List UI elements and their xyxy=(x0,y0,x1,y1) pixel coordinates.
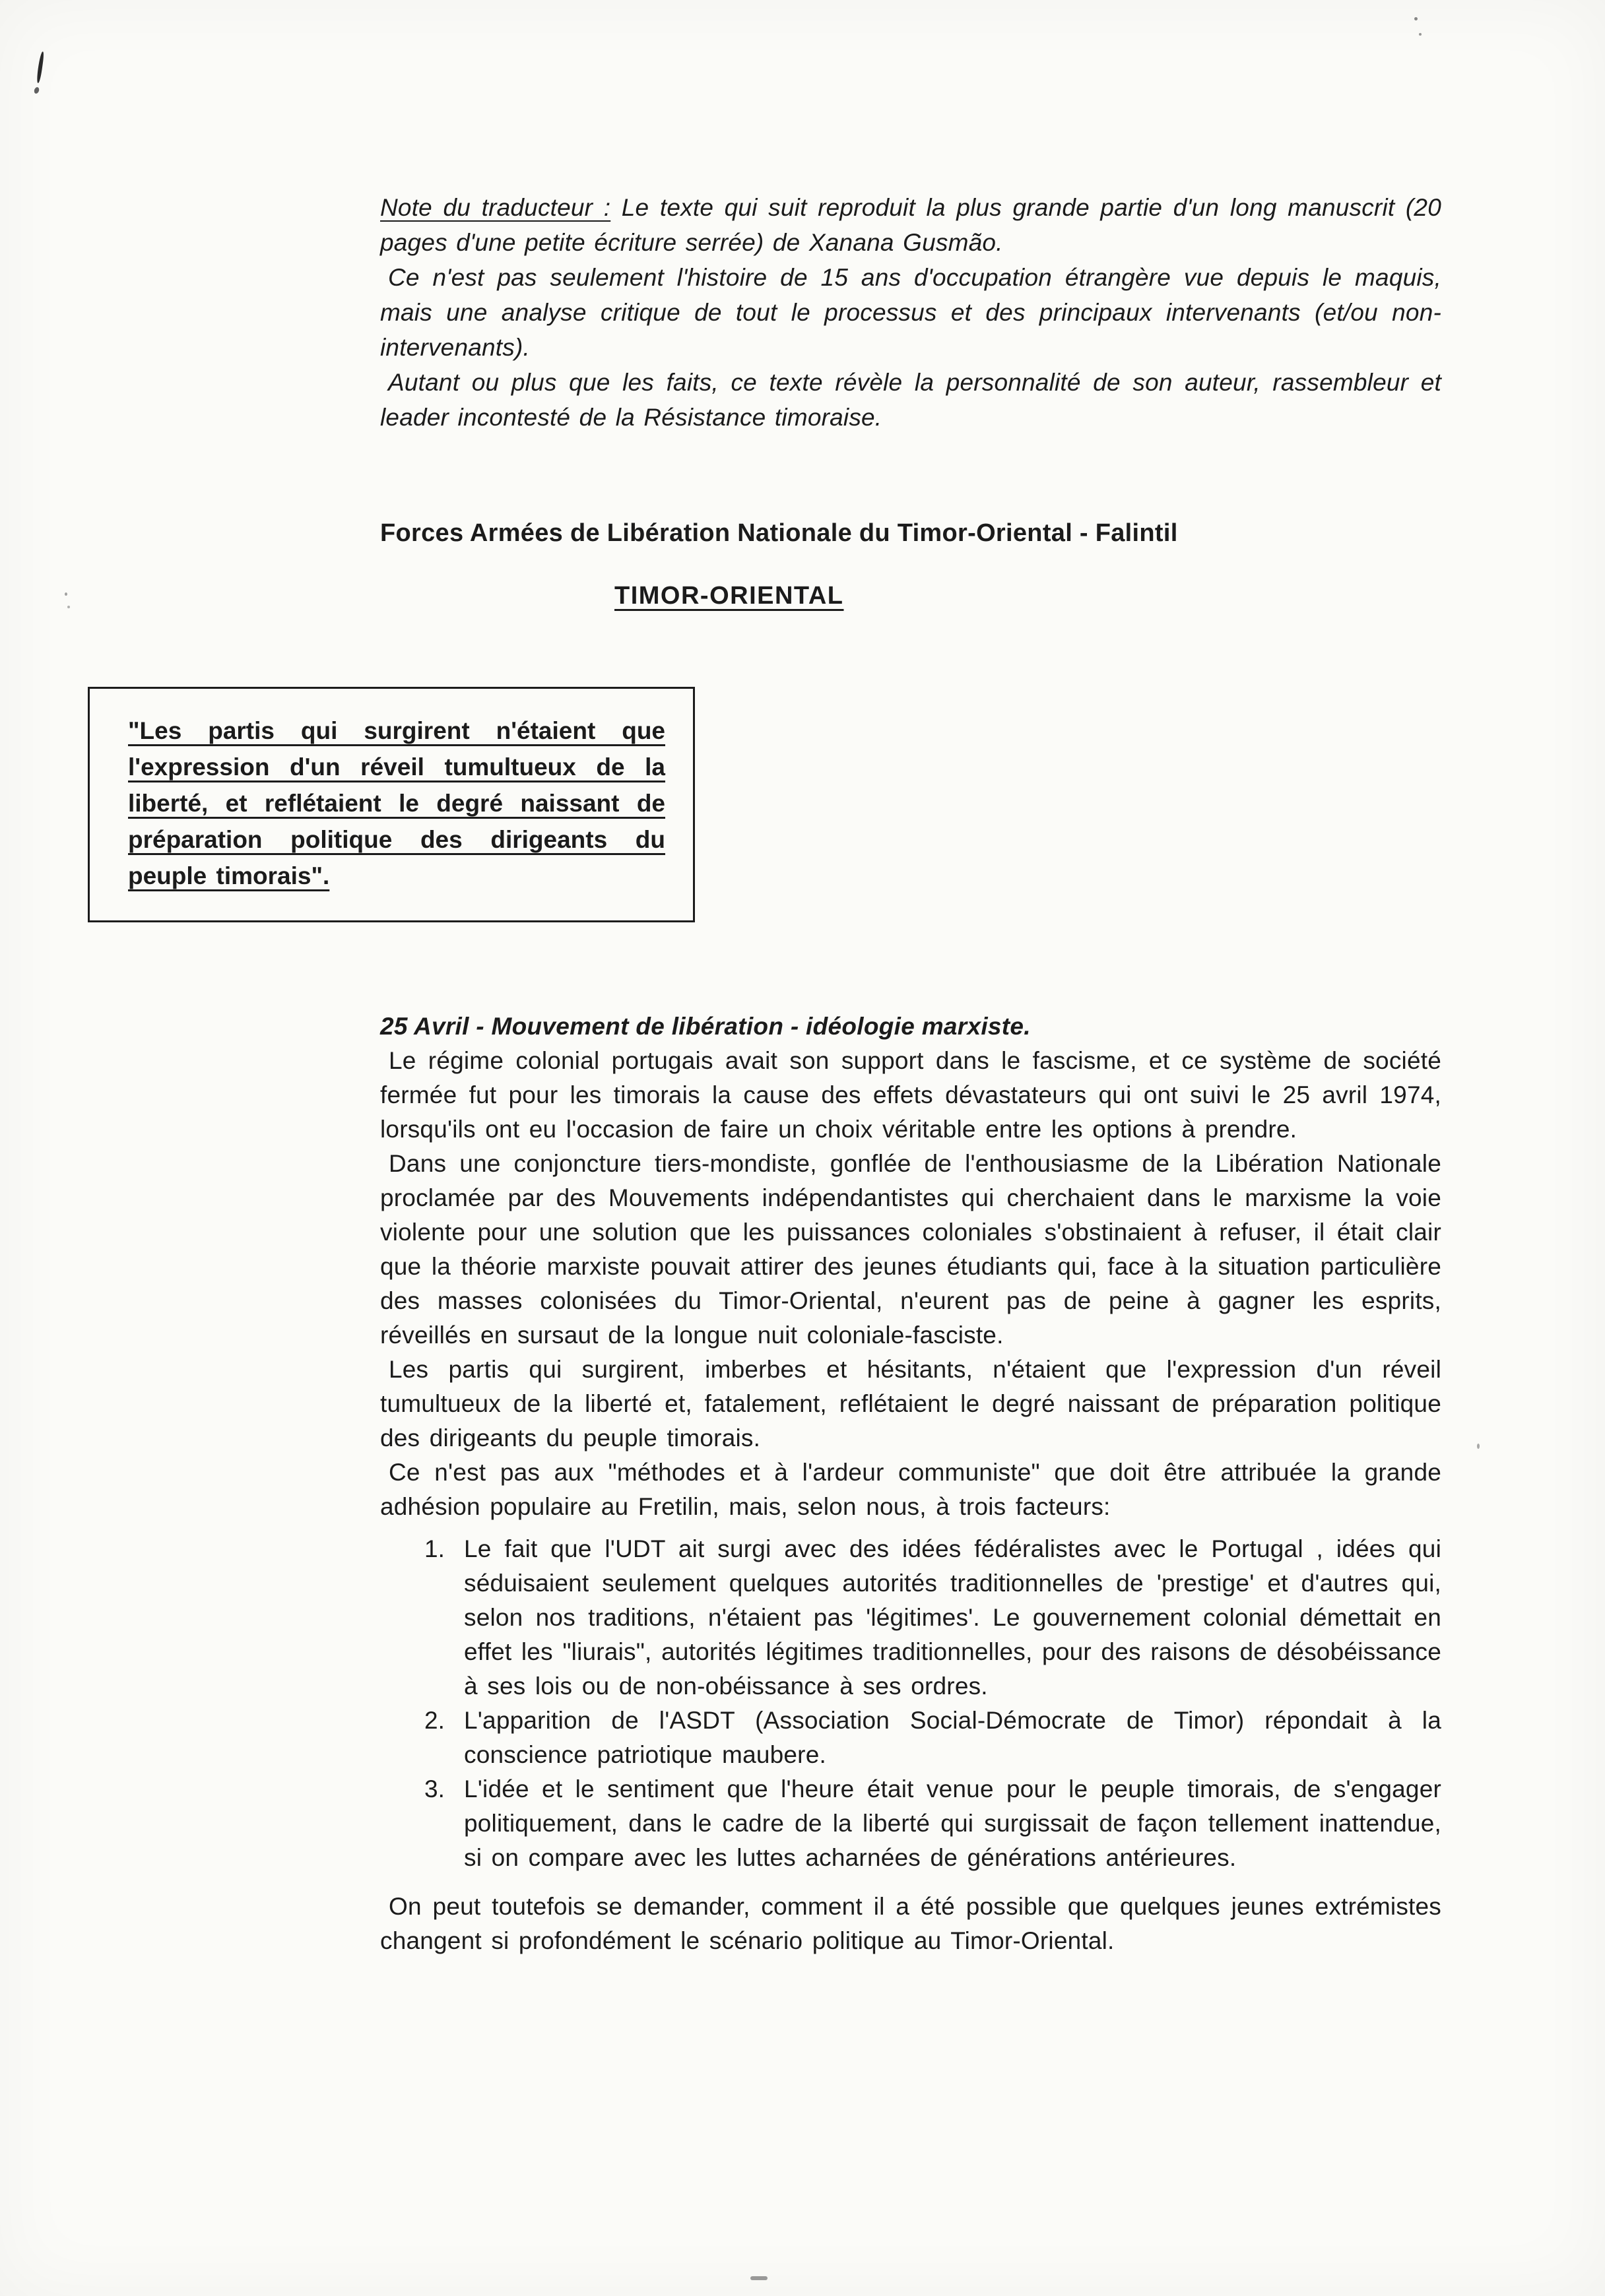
list-item-number: 2. xyxy=(424,1707,445,1734)
closing-paragraph-wrap xyxy=(380,1890,1441,1958)
paragraph-1: Le régime colonial portugais avait son support dans le fascisme, et ce système de société fermée fut pour les timorais la cause des effets dévastateurs qui ont suivi le 25 avril 1974, lorsqu'ils ont eu l'occasion de faire un choix véritable entre les options à prendre. xyxy=(380,1047,1441,1143)
list-item xyxy=(424,1704,1441,1772)
translator-note-paragraph-3: Autant ou plus que les faits, ce texte révèle la personnalité de son auteur, rassembleur et leader incontesté de la Résistance timoraise. xyxy=(380,369,1441,431)
closing-paragraph: On peut toutefois se demander, comment il a été possible que quelques jeunes extrémistes changent si profondément le scénario politique au Timor-Oriental. xyxy=(380,1893,1441,1954)
scan-speck xyxy=(65,592,67,596)
document-title: Forces Armées de Libération Nationale du Timor-Oriental - Falintil xyxy=(380,519,1178,547)
document-content xyxy=(128,190,1441,1958)
section-heading: 25 Avril - Mouvement de libération - idéologie marxiste. xyxy=(380,1013,1031,1040)
paragraph-2: Dans une conjoncture tiers-mondiste, gonflée de l'enthousiasme de la Libération Nationale proclamée par des Mouvements indépendantistes qui cherchaient dans le marxisme la voie violente pour une solution que les puissances coloniales s'obstinaient à refuser, il était clair que la théorie marxiste pouvait attirer des jeunes étudiants qui, face à la situation particulière des masses colonisées du Timor-Oriental, n'eurent pas de peine à gagner les esprits, réveillés en sursaut de la longue nuit coloniale-fasciste. xyxy=(380,1150,1441,1349)
list-item xyxy=(424,1532,1441,1704)
translator-note-paragraph-2: Ce n'est pas seulement l'histoire de 15 ans d'occupation étrangère vue depuis le maquis, mais une analyse critique de tout le processus et des principaux intervenants (et/ou non-intervenants). xyxy=(380,264,1441,361)
document-subtitle: TIMOR-ORIENTAL xyxy=(614,582,844,610)
list-item-text: L'idée et le sentiment que l'heure était venue pour le peuple timorais, de s'engager politiquement, dans le cadre de la liberté qui surgissait de façon tellement inattendue, si on compare avec les luttes acharnées de générations antérieures. xyxy=(464,1775,1441,1871)
handwritten-mark xyxy=(36,51,45,83)
numbered-list xyxy=(380,1532,1441,1875)
scan-speck xyxy=(750,2276,768,2280)
scan-speck xyxy=(1419,33,1422,36)
list-item-number: 3. xyxy=(424,1775,445,1802)
paragraph-4: Ce n'est pas aux "méthodes et à l'ardeur communiste" que doit être attribuée la grande adhésion populaire au Fretilin, mais, selon nous, à trois facteurs: xyxy=(380,1459,1441,1520)
scan-speck xyxy=(1477,1444,1480,1449)
translator-note xyxy=(380,190,1441,435)
translator-note-text-1: Le texte qui suit reproduit la plus grande partie d'un long manuscrit (20 pages d'une petite écriture serrée) de Xanana Gusmão. xyxy=(380,194,1441,256)
handwritten-mark-dot xyxy=(34,86,40,94)
list-item-number: 1. xyxy=(424,1535,445,1562)
list-item-text: Le fait que l'UDT ait surgi avec des idées fédéralistes avec le Portugal , idées qui séduisaient seulement quelques autorités traditionnelles de 'prestige' et d'autres qui, selon nos traditions, n'étaient pas 'légitimes'. Le gouvernement colonial démettait en effet les "liurais", autorités légitimes traditionnelles, pour des raisons de désobéissance à ses lois ou de non-obéissance à ses ordres. xyxy=(464,1535,1441,1700)
scan-speck xyxy=(1414,17,1418,20)
paragraph-3: Les partis qui surgirent, imberbes et hésitants, n'étaient que l'expression d'un réveil tumultueux de la liberté et, fatalement, reflétaient le degré naissant de préparation politique des dirigeants du peuple timorais. xyxy=(380,1356,1441,1451)
translator-note-paragraph-1 xyxy=(380,190,1441,260)
body-text xyxy=(380,1044,1441,1958)
quote-text: "Les partis qui surgirent n'étaient que l'expression d'un réveil tumultueux de la liberté, et reflétaient le degré naissant de préparation politique des dirigeants du peuple timorais". xyxy=(128,717,665,889)
list-item xyxy=(424,1772,1441,1875)
scan-speck xyxy=(67,606,70,608)
list-item-text: L'apparition de l'ASDT (Association Social-Démocrate de Timor) répondait à la conscience patriotique maubere. xyxy=(464,1707,1441,1768)
translator-note-label: Note du traducteur : xyxy=(380,194,611,221)
quote-box xyxy=(88,687,695,922)
